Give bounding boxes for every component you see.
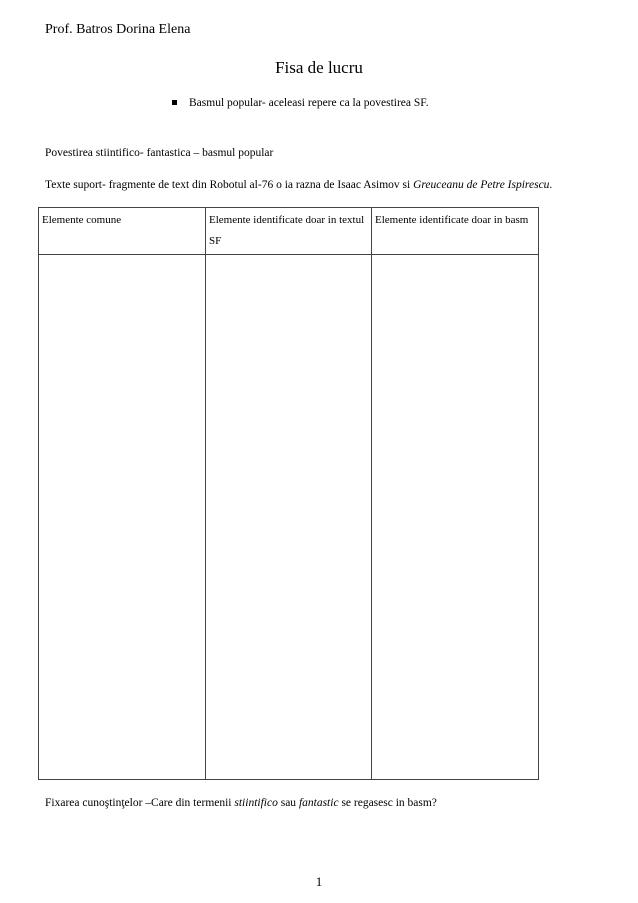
- section-subtitle: Povestirea stiintifico- fantastica – basmul popular: [45, 147, 274, 159]
- support-text-work-1: Robotul al-76 o ia razna de Isaac Asimov: [209, 179, 400, 191]
- header-fairytale-only-elements: Elemente identificate doar in basm: [372, 208, 539, 255]
- support-texts-line: [45, 179, 552, 191]
- page-title: Fisa de lucru: [275, 58, 363, 77]
- table-answer-row: [39, 254, 539, 779]
- support-text-work-2: Greuceanu de Petre Ispirescu: [413, 179, 550, 191]
- question-part-3: se regasesc in basm?: [338, 797, 437, 809]
- comparison-table: [38, 207, 539, 780]
- term-stiintifico: stiintifico: [234, 797, 278, 809]
- bullet-text: Basmul popular- aceleasi repere ca la povestirea SF.: [189, 97, 429, 109]
- answer-cell-fairytale[interactable]: [372, 254, 539, 779]
- answer-cell-sf[interactable]: [206, 254, 372, 779]
- table-header-row: [39, 208, 539, 255]
- term-fantastic: fantastic: [298, 797, 339, 809]
- page-number: 1: [315, 874, 323, 889]
- answer-cell-common[interactable]: [39, 254, 206, 779]
- knowledge-fixation-question: [45, 797, 437, 809]
- question-part-2: sau: [277, 797, 299, 809]
- support-texts-end: .: [549, 179, 553, 191]
- header-sf-only-elements: Elemente identificate doar in textul SF: [206, 208, 372, 255]
- support-texts-connector: si: [399, 179, 414, 191]
- header-common-elements: Elemente comune: [39, 208, 206, 255]
- bullet-item: [172, 97, 429, 109]
- question-part-1: –Care din termenii: [142, 797, 235, 809]
- support-texts-prefix: Texte suport- fragmente de text din: [45, 179, 210, 191]
- fixation-label: Fixarea cunoştinţelor: [45, 797, 143, 809]
- square-bullet-icon: [172, 100, 177, 105]
- author-header: Prof. Batros Dorina Elena: [45, 22, 191, 37]
